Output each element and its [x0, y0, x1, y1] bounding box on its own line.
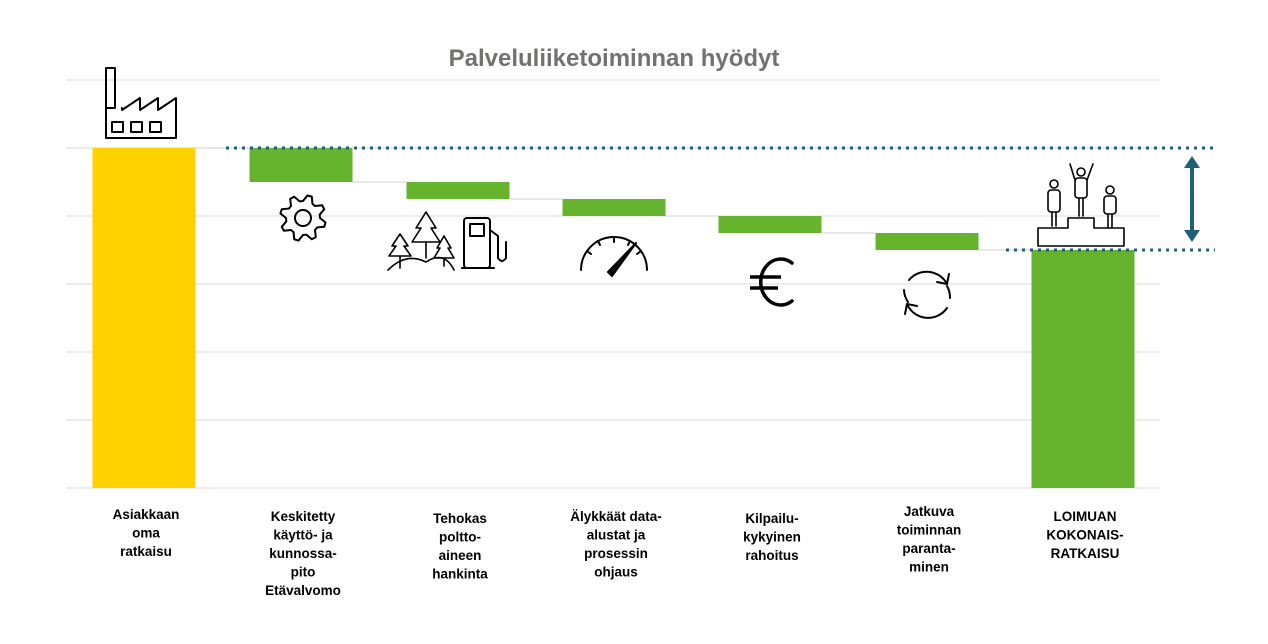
category-label-line: käyttö- ja: [273, 527, 333, 543]
category-label-line: oma: [132, 525, 160, 541]
category-label-line: prosessin: [584, 546, 648, 561]
category-label-line: Jatkuva: [903, 504, 955, 519]
gauge-icon: [581, 237, 647, 276]
category-label: [897, 504, 962, 575]
gear-icon: [280, 195, 325, 240]
forest-icon: [388, 212, 454, 270]
category-label-line: poltto-: [439, 529, 481, 545]
category-label-line: minen: [909, 559, 949, 575]
podium-icon: [1038, 164, 1124, 246]
category-label-line: ratkaisu: [120, 544, 172, 559]
category-label-line: Etävalvomo: [265, 583, 341, 598]
category-label-line: alustat ja: [586, 527, 646, 543]
category-label: [743, 511, 801, 563]
category-label: [432, 511, 488, 582]
category-label-line: Tehokas: [433, 511, 487, 526]
category-label-line: kunnossa-: [269, 546, 337, 561]
category-label: [265, 509, 341, 598]
category-label: [570, 509, 662, 580]
category-label-line: aineen: [438, 548, 482, 563]
double-arrow-head-down: [1184, 230, 1200, 242]
bar-7: [1032, 250, 1135, 488]
category-label-line: rahoitus: [745, 548, 799, 563]
fuel-pump-icon: [462, 218, 506, 268]
gridlines: [66, 80, 1160, 488]
bar-5: [719, 216, 822, 233]
cycle-arrows-icon: [904, 272, 950, 318]
category-label-line: Asiakkaan: [112, 507, 180, 522]
bar-4: [563, 199, 666, 216]
category-label-line: Kilpailu-: [745, 511, 799, 526]
category-label-line: LOIMUAN: [1053, 509, 1117, 524]
bar-3: [407, 182, 510, 199]
bars: [93, 148, 1135, 488]
category-label-line: KOKONAIS-: [1046, 527, 1124, 543]
category-label-line: Keskitetty: [270, 509, 336, 524]
bar-2: [250, 148, 353, 182]
category-label: [113, 507, 180, 559]
category-label-line: pito: [290, 564, 316, 580]
category-label-line: RATKAISU: [1050, 546, 1120, 561]
category-label-line: paranta-: [902, 541, 956, 556]
bar-1: [93, 148, 196, 488]
chart-title: Palveluliiketoiminnan hyödyt: [448, 45, 780, 72]
category-label-line: hankinta: [432, 566, 488, 582]
double-arrow-head-up: [1184, 156, 1200, 168]
category-labels: [113, 504, 1124, 598]
category-label: [1046, 509, 1123, 561]
factory-icon: [106, 68, 176, 138]
category-label-line: ohjaus: [594, 564, 638, 580]
difference-annotation: [226, 148, 1215, 250]
category-label-line: kykyinen: [743, 529, 801, 545]
euro-icon: [750, 259, 792, 305]
bar-6: [876, 233, 979, 250]
category-label-line: toiminnan: [896, 522, 962, 538]
category-label-line: Älykkäät data-: [570, 509, 662, 524]
